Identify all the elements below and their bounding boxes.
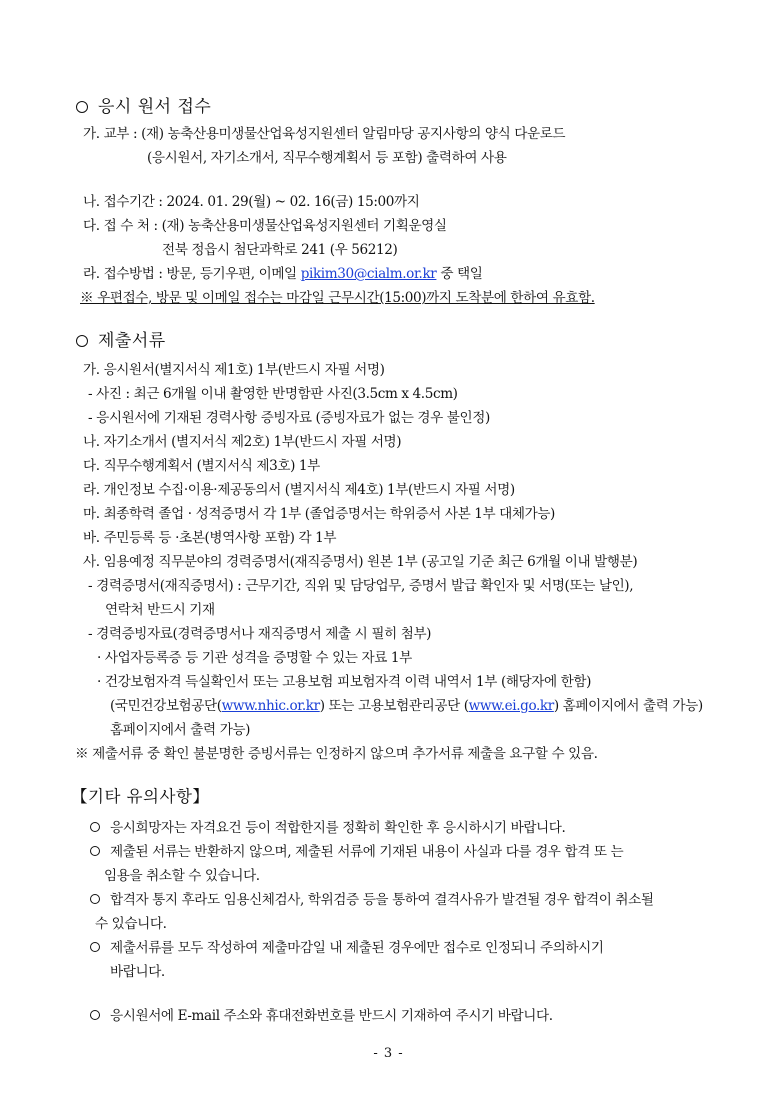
application-method: 라. 접수방법 : 방문, 등기우편, 이메일 pikim30@cialm.or.kr 중 택일 (83, 266, 483, 282)
doc-item: 라. 개인정보 수집·이용·제공동의서 (별지서식 제4호) 1부(반드시 자필 서명) (83, 482, 515, 498)
doc-item: 가. 응시원서(별지서식 제1호) 1부(반드시 자필 서명) (83, 362, 385, 378)
email-link[interactable]: pikim30@cialm.or.kr (300, 266, 437, 282)
circle-bullet-icon (90, 1010, 100, 1020)
doc-item: 마. 최종학력 졸업 · 성적증명서 각 1부 (졸업증명서는 학위증서 사본 1부 대체가능) (83, 506, 555, 522)
application-address: 전북 정읍시 첨단과학로 241 (우 56212) (162, 242, 398, 258)
page-number: - 3 - (373, 1046, 404, 1061)
doc-item: 사. 임용예정 직무분야의 경력증명서(재직증명서) 원본 1부 (공고일 기준 최근 6개월 이내 발행분) (83, 554, 638, 570)
section1-note: ※ 우편접수, 방문 및 이메일 접수는 마감일 근무시간(15:00)까지 도착분에 한하여 유효함. (80, 290, 595, 306)
doc-item: - 경력증명서(재직증명서) : 근무기간, 직위 및 담당업무, 증명서 발급 확인자 및 서명(또는 날인), (88, 578, 634, 594)
doc-item: 홈페이지에서 출력 가능) (110, 722, 251, 738)
section-heading-application: 응시 원서 접수 (76, 97, 211, 117)
circle-bullet-icon (76, 335, 88, 347)
doc-item: · 건강보험자격 득실확인서 또는 고용보험 피보험자격 이력 내역서 1부 (해당자에 한함) (97, 674, 592, 690)
application-place: 다. 접 수 처 : (재) 농축산용미생물산업육성지원센터 기획운영실 (83, 218, 447, 234)
notice-item: 합격자 통지 후라도 임용신체검사, 학위검증 등을 통하여 결격사유가 발견될 경우 합격이 취소될 (90, 890, 654, 910)
notice-item: 응시원서에 E-mail 주소와 휴대전화번호를 반드시 기재하여 주시기 바랍니다. (90, 1006, 553, 1026)
doc-item: · 사업자등록증 등 기관 성격을 증명할 수 있는 자료 1부 (97, 650, 412, 666)
circle-bullet-icon (90, 822, 100, 832)
notice-item-cont: 수 있습니다. (95, 916, 167, 932)
distribution-line-2: (응시원서, 자기소개서, 직무수행계획서 등 포함) 출력하여 사용 (147, 150, 507, 166)
section-heading-documents: 제출서류 (76, 331, 166, 351)
nhic-link[interactable]: www.nhic.or.kr (221, 698, 320, 714)
doc-item: - 경력증빙자료(경력증명서나 재직증명서 제출 시 필히 첨부) (88, 626, 432, 642)
notice-item-cont: 바랍니다. (110, 964, 165, 980)
notice-item-cont: 임용을 취소할 수 있습니다. (104, 868, 260, 884)
circle-bullet-icon (90, 894, 100, 904)
doc-item: 다. 직무수행계획서 (별지서식 제3호) 1부 (83, 458, 320, 474)
ei-link[interactable]: www.ei.go.kr (468, 698, 554, 714)
circle-bullet-icon (90, 846, 100, 856)
circle-bullet-icon (90, 942, 100, 952)
circle-bullet-icon (76, 101, 88, 113)
notice-item: 제출된 서류는 반환하지 않으며, 제출된 서류에 기재된 내용이 사실과 다를 경우 합격 또 는 (90, 842, 623, 862)
doc-item: 연락처 반드시 기재 (105, 602, 215, 618)
doc-item: 나. 자기소개서 (별지서식 제2호) 1부(반드시 자필 서명) (83, 434, 402, 450)
doc-item: 바. 주민등록 등 ·초본(병역사항 포함) 각 1부 (83, 530, 337, 546)
notice-item: 응시희망자는 자격요건 등이 적합한지를 정확히 확인한 후 응시하시기 바랍니다. (90, 818, 565, 838)
section-heading-notes: 【기타 유의사항】 (71, 787, 210, 806)
doc-item-links: (국민건강보험공단(www.nhic.or.kr) 또는 고용보험관리공단 (www.ei.go.kr) 홈페이지에서 출력 가능) (110, 698, 703, 714)
section2-note: ※ 제출서류 중 확인 불분명한 증빙서류는 인정하지 않으며 추가서류 제출을 요구할 수 있음. (75, 746, 598, 762)
doc-item: - 사진 : 최근 6개월 이내 촬영한 반명함판 사진(3.5cm x 4.5cm) (88, 386, 458, 402)
doc-item: - 응시원서에 기재된 경력사항 증빙자료 (증빙자료가 없는 경우 불인정) (88, 410, 490, 426)
application-period: 나. 접수기간 : 2024. 01. 29(월) ~ 02. 16(금) 15:00까지 (83, 194, 420, 210)
distribution-line: 가. 교부 : (재) 농축산용미생물산업육성지원센터 알림마당 공지사항의 양식 다운로드 (83, 126, 566, 142)
notice-item: 제출서류를 모두 작성하여 제출마감일 내 제출된 경우에만 접수로 인정되니 주의하시기 (90, 938, 604, 958)
